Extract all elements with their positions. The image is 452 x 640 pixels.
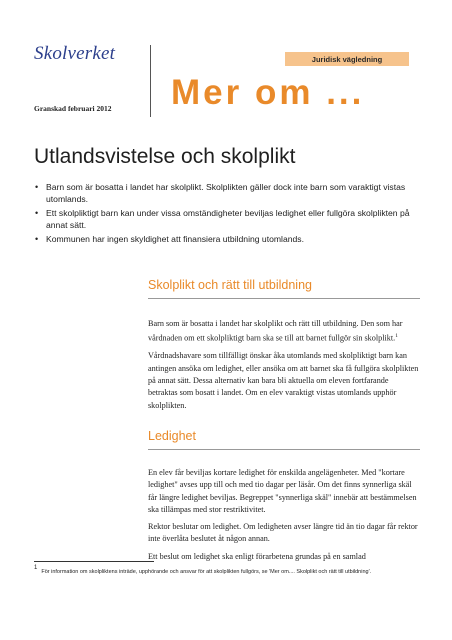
- paragraph: En elev får beviljas kortare ledighet för enskilda angelägenheter. Med "kortare ledighet" avses upp till och med tio dagar per läsår. Om det finns synnerliga skäl får längre ledighet beviljas. Begreppet "synnerliga skäl" innebär att bestämmelsen ska tillämpas med stor restriktivitet.: [148, 468, 417, 514]
- header-divider: [150, 45, 151, 117]
- footnote-ref: 1: [395, 333, 398, 340]
- guidance-badge: Juridisk vägledning: [285, 52, 409, 66]
- reviewed-date: Granskad februari 2012: [34, 104, 112, 113]
- list-item: • Barn som är bosatta i landet har skolplikt. Skolplikten gäller dock inte barn som varaktigt vistas utomlands.: [34, 181, 424, 205]
- footnote-text: För information om skolpliktens inträde, upphörande och ansvar för att skolplikten fullgörs, se 'Mer om.... Skolplikt och rätt till utbildning'.: [41, 569, 372, 575]
- paragraph: Rektor beslutar om ledighet. Om ledigheten avser längre tid än tio dagar får rektor inte överlåta beslutet åt någon annan.: [148, 522, 418, 544]
- skolverket-logo: Skolverket: [34, 43, 116, 64]
- footnote: [34, 565, 371, 575]
- paragraph: [148, 318, 420, 345]
- section-divider: [148, 298, 420, 299]
- section-divider: [148, 449, 420, 450]
- footnote-divider: [34, 561, 154, 562]
- section-heading-skolplikt: Skolplikt och rätt till utbildning: [148, 278, 312, 292]
- page-title: Utlandsvistelse och skolplikt: [34, 145, 296, 168]
- section-body-ledighet: [148, 467, 420, 568]
- paragraph: Ett beslut om ledighet ska enligt förarbetena grundas på en samlad: [148, 551, 366, 561]
- section-heading-ledighet: Ledighet: [148, 429, 196, 443]
- section-body-skolplikt: [148, 318, 420, 417]
- paragraph-text: Barn som är bosatta i landet har skolplikt och rätt till utbildning. Den som har vårdnaden om ett skolpliktigt barn ska se till att barnet fullgör sin skolplikt.: [148, 319, 403, 344]
- summary-list: [34, 181, 424, 247]
- list-item: • Kommunen har ingen skyldighet att finansiera utbildning utomlands.: [34, 233, 424, 245]
- series-title: Mer om ...: [171, 73, 365, 112]
- footnote-number: 1: [34, 565, 38, 571]
- list-item: • Ett skolpliktigt barn kan under vissa omständigheter beviljas ledighet eller fullgöra skolplikten på annat sätt.: [34, 207, 424, 231]
- paragraph: Vårdnadshavare som tillfälligt önskar åka utomlands med skolpliktigt barn kan antingen ansöka om ledighet, eller ansöka om att barnet ska få fullgöra skolplikten på annat sätt. Dessa alternativ kan bara bli aktuella om eleven fortfarande betraktas som bosatt i landet. Om en elev varaktigt vistas utomlands upphör skolplikten.: [148, 351, 419, 410]
